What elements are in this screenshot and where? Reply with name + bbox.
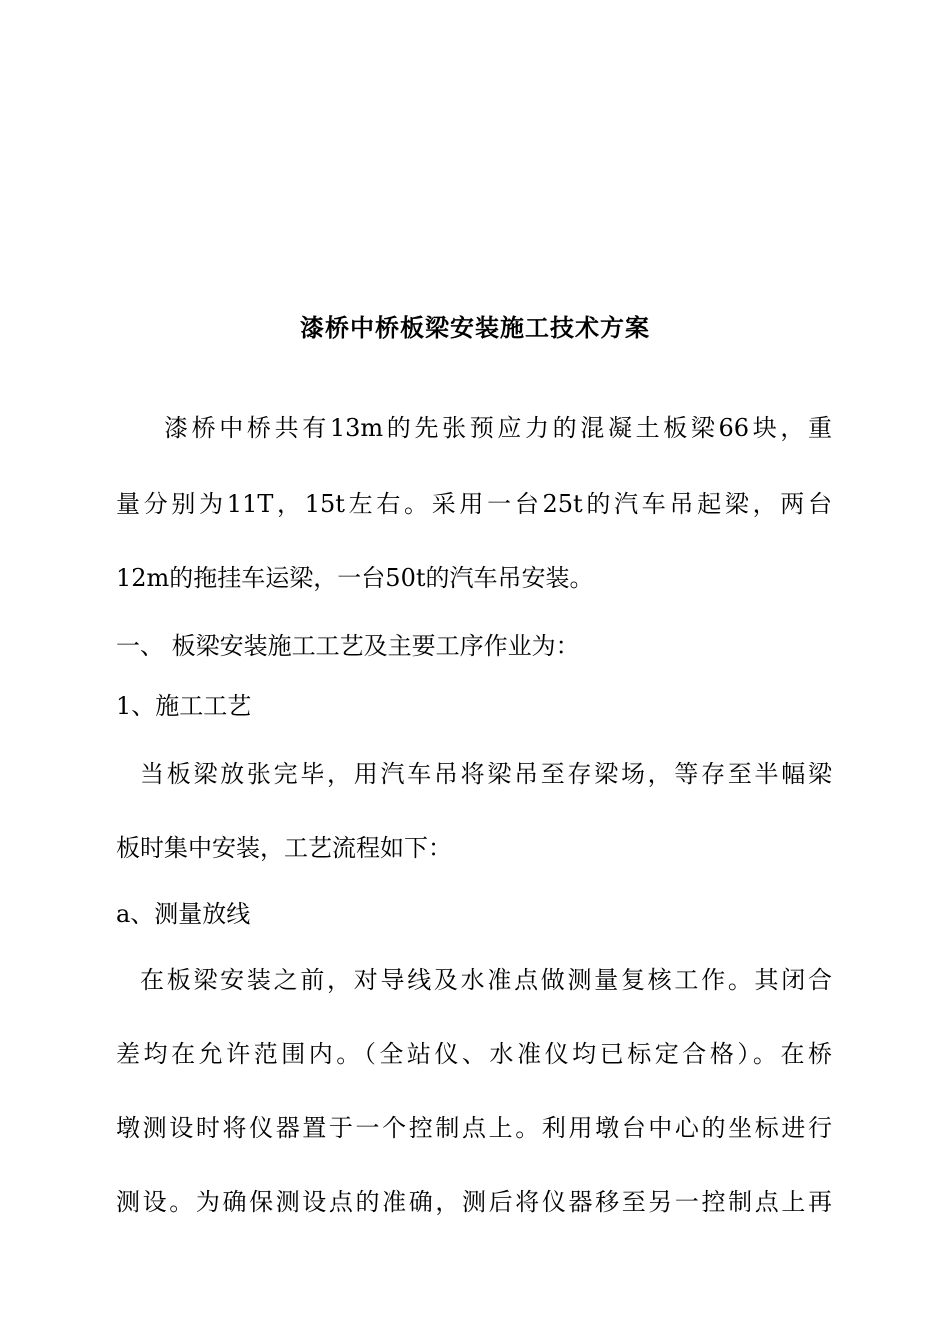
paragraph-line-4: 当板梁放张完毕，用汽车吊将梁吊至存梁场，等存至半幅梁 bbox=[140, 760, 832, 788]
subsection-heading-1: 1、施工工艺 bbox=[116, 692, 252, 720]
document-title: 漆桥中桥板梁安装施工技术方案 bbox=[300, 313, 650, 342]
paragraph-line-7: 差均在允许范围内。（全站仪、水准仪均已标定合格）。在桥 bbox=[116, 1040, 832, 1068]
paragraph-line-9: 测设。为确保测设点的准确，测后将仪器移至另一控制点上再 bbox=[116, 1188, 832, 1216]
paragraph-line-3: 12m的拖挂车运梁，一台50t的汽车吊安装。 bbox=[116, 564, 594, 592]
paragraph-line-5: 板时集中安装，工艺流程如下： bbox=[116, 834, 452, 862]
subsection-heading-a: a、测量放线 bbox=[116, 900, 251, 928]
section-heading-1: 一、 板梁安装施工工艺及主要工序作业为： bbox=[116, 632, 580, 660]
paragraph-line-8: 墩测设时将仪器置于一个控制点上。利用墩台中心的坐标进行 bbox=[116, 1114, 832, 1142]
paragraph-line-6: 在板梁安装之前，对导线及水准点做测量复核工作。其闭合 bbox=[140, 966, 832, 994]
paragraph-line-1: 漆桥中桥共有13m的先张预应力的混凝土板梁66块，重 bbox=[164, 414, 832, 442]
paragraph-line-2: 量分别为11T，15t左右。采用一台25t的汽车吊起梁，两台 bbox=[116, 490, 832, 518]
